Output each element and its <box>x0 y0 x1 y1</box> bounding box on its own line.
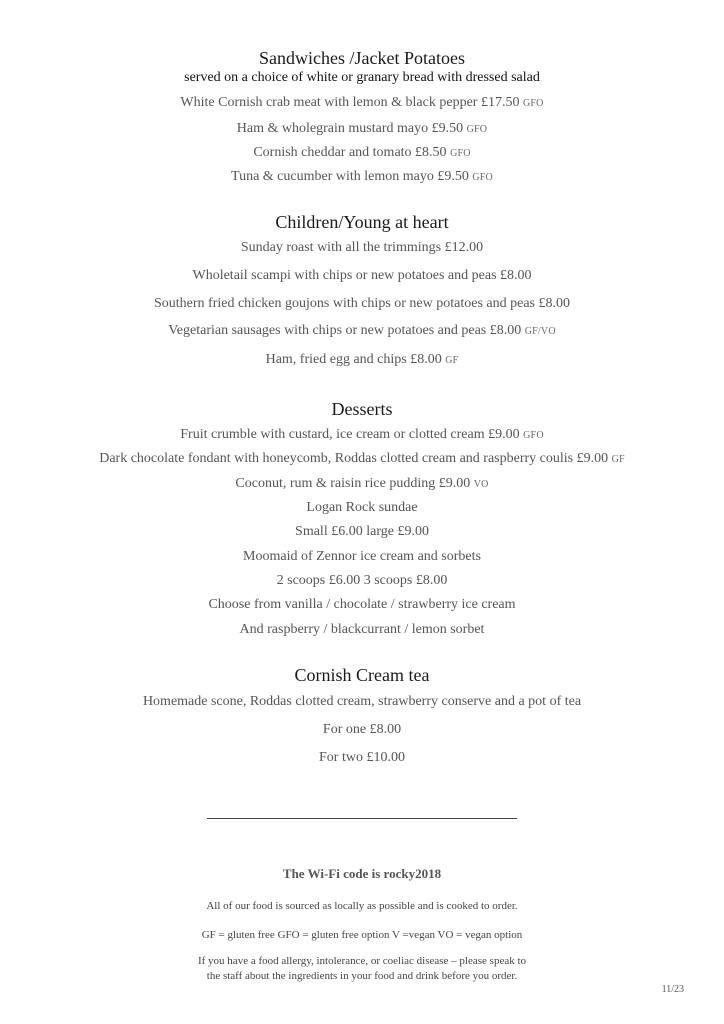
dietary-tag: GFO <box>450 148 471 159</box>
dietary-key: GF = gluten free GFO = gluten free option V =vegan VO = vegan option <box>201 929 523 941</box>
menu-item: Sunday roast with all the trimmings £12.00 <box>240 240 484 255</box>
menu-item: Moomaid of Zennor ice cream and sorbets <box>243 549 481 564</box>
menu-item: Coconut, rum & raisin rice pudding £9.00 VO <box>235 476 489 491</box>
section-heading-sandwiches: Sandwiches /Jacket Potatoes <box>259 48 465 68</box>
menu-item: Vegetarian sausages with chips or new potatoes and peas £8.00 GF/VO <box>168 323 556 338</box>
dietary-tag: GFO <box>466 124 488 135</box>
dietary-tag: GFO <box>523 430 544 441</box>
menu-item: And raspberry / blackcurrant / lemon sorbet <box>239 622 485 637</box>
dietary-tag: GFO <box>522 98 544 109</box>
allergy-note-line1: If you have a food allergy, intolerance, or coeliac disease – please speak to <box>197 955 527 967</box>
page-number: 11/23 <box>661 984 684 995</box>
menu-item: Southern fried chicken goujons with chips or new potatoes and peas £8.00 <box>153 296 571 311</box>
wifi-code: The Wi-Fi code is rocky2018 <box>282 866 442 881</box>
menu-item: Wholetail scampi with chips or new potatoes and peas £8.00 <box>192 268 532 283</box>
section-heading-cream-tea: Cornish Cream tea <box>294 665 430 685</box>
menu-item: For two £10.00 <box>319 750 405 765</box>
menu-item: Choose from vanilla / chocolate / strawberry ice cream <box>208 597 516 612</box>
dietary-tag: GF <box>611 454 625 465</box>
menu-item: Homemade scone, Roddas clotted cream, strawberry conserve and a pot of tea <box>142 694 582 709</box>
menu-item: Ham, fried egg and chips £8.00 GF <box>265 352 459 367</box>
section-subtitle-sandwiches: served on a choice of white or granary bread with dressed salad <box>184 70 540 85</box>
allergy-note-line2: the staff about the ingredients in your food and drink before you order. <box>206 970 518 982</box>
menu-item: Cornish cheddar and tomato £8.50 GFO <box>253 145 471 160</box>
divider <box>207 818 517 819</box>
dietary-tag: VO <box>473 479 489 490</box>
dietary-tag: GF <box>445 355 459 366</box>
menu-item: Logan Rock sundae <box>306 500 418 515</box>
section-heading-children: Children/Young at heart <box>275 212 449 232</box>
sourcing-note: All of our food is sourced as locally as possible and is cooked to order. <box>206 900 518 912</box>
menu-item: For one £8.00 <box>322 722 402 737</box>
menu-item: Ham & wholegrain mustard mayo £9.50 GFO <box>236 121 488 136</box>
menu-item: Tuna & cucumber with lemon mayo £9.50 GFO <box>231 169 493 184</box>
menu-item: Small £6.00 large £9.00 <box>295 524 429 539</box>
menu-item: Fruit crumble with custard, ice cream or clotted cream £9.00 GFO <box>180 427 544 442</box>
section-heading-desserts: Desserts <box>331 399 393 419</box>
menu-item: Dark chocolate fondant with honeycomb, Roddas clotted cream and raspberry coulis £9.00 GF <box>99 451 625 466</box>
menu-item: 2 scoops £6.00 3 scoops £8.00 <box>276 573 448 588</box>
dietary-tag: GF/VO <box>524 326 556 337</box>
menu-item: White Cornish crab meat with lemon & black pepper £17.50 GFO <box>180 95 544 110</box>
dietary-tag: GFO <box>472 172 493 183</box>
